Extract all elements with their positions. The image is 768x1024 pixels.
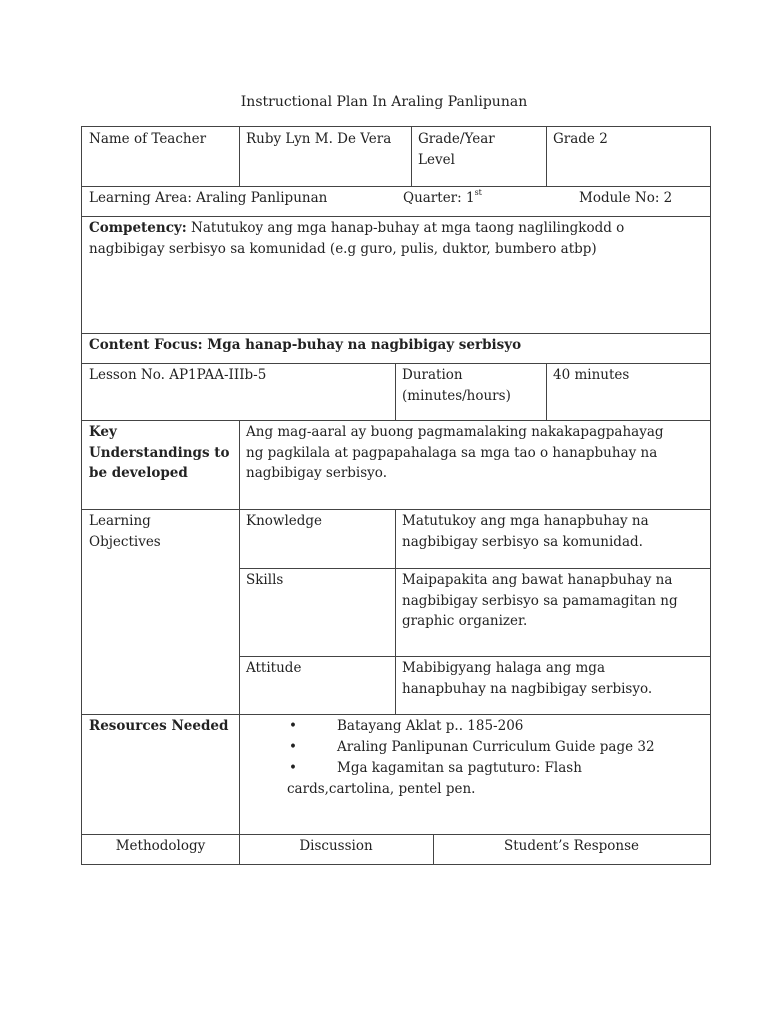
skills-label — [239, 568, 283, 591]
key-understandings-text — [239, 420, 710, 484]
bullet-icon: • — [289, 760, 297, 776]
duration-label — [395, 363, 546, 406]
resource-text: Mga kagamitan sa pagtuturo: Flash — [337, 760, 582, 776]
competency-text: nagbibigay serbisyo sa komunidad (e.g guro, pulis, duktor, bumbero atbp) — [89, 240, 597, 257]
duration-value — [546, 363, 710, 386]
attitude-line: Mabibigyang halaga ang mga — [402, 660, 605, 676]
grade-label-line: Grade/Year — [418, 131, 495, 147]
discussion-text: Discussion — [299, 838, 373, 854]
skills-line: graphic organizer. — [402, 613, 528, 629]
attitude-label-text: Attitude — [246, 660, 302, 676]
list-item — [289, 737, 710, 758]
key-label-line: Understandings to — [89, 444, 230, 461]
skills-line: Maipapakita ang bawat hanapbuhay na — [402, 572, 673, 588]
knowledge-text — [395, 509, 710, 552]
discussion-header — [239, 834, 433, 857]
learning-objectives-label — [82, 509, 239, 552]
attitude-line: hanapbuhay na nagbibigay serbisyo. — [402, 680, 653, 697]
learning-area — [82, 186, 327, 209]
attitude-label — [239, 656, 301, 679]
competency-label: Competency: — [89, 220, 187, 236]
knowledge-line: Matutukoy ang mga hanapbuhay na — [402, 513, 649, 529]
knowledge-line: nagbibigay serbisyo sa komunidad. — [402, 533, 643, 550]
duration-label-line: (minutes/hours) — [402, 387, 511, 404]
module-text: Module No: 2 — [579, 190, 673, 206]
resources-list-cell — [239, 714, 710, 800]
quarter-superscript: st — [474, 188, 482, 197]
duration-label-line: Duration — [402, 367, 463, 383]
key-label-line: be developed — [89, 465, 188, 481]
teacher-label-text: Name of Teacher — [89, 131, 207, 147]
teacher-value-text: Ruby Lyn M. De Vera — [246, 131, 392, 147]
list-item — [289, 758, 710, 779]
grade-label-line: Level — [418, 151, 455, 168]
resource-text: Araling Panlipunan Curriculum Guide page 32 — [337, 739, 655, 755]
objectives-label-line: Objectives — [89, 533, 161, 550]
learning-area-text: Learning Area: Araling Panlipunan — [89, 190, 328, 206]
objectives-label-line: Learning — [89, 513, 151, 529]
list-item — [289, 716, 710, 737]
quarter-text: Quarter: 1 — [403, 190, 475, 206]
knowledge-label — [239, 509, 322, 532]
teacher-value — [239, 127, 411, 150]
duration-value-text: 40 minutes — [553, 367, 630, 383]
resources-label — [82, 714, 239, 737]
skills-line: nagbibigay serbisyo sa pamamagitan ng — [402, 592, 678, 609]
attitude-text — [395, 656, 710, 699]
knowledge-label-text: Knowledge — [246, 513, 323, 529]
student-response-header — [433, 834, 710, 857]
skills-label-text: Skills — [246, 572, 284, 588]
key-label-line: Key — [89, 424, 117, 440]
grade-label — [411, 127, 546, 170]
key-text-line: Ang mag-aaral ay buong pagmamalaking nakakapagpahayag — [246, 424, 664, 440]
grade-value — [546, 127, 710, 150]
resource-text: Batayang Aklat p.. 185-206 — [337, 718, 524, 734]
competency — [82, 216, 710, 259]
bullet-icon: • — [289, 739, 297, 755]
page-title: Instructional Plan In Araling Panlipunan — [240, 94, 528, 110]
module — [572, 186, 672, 209]
content-focus-text: Content Focus: Mga hanap-buhay na nagbibigay serbisyo — [89, 337, 522, 353]
resources-list — [289, 716, 710, 779]
bullet-icon: • — [289, 718, 297, 734]
skills-text — [395, 568, 710, 632]
lesson-number-text: Lesson No. AP1PAA-IIIb-5 — [89, 367, 267, 383]
teacher-label — [82, 127, 239, 150]
grade-value-text: Grade 2 — [553, 131, 608, 147]
methodology-header — [82, 834, 239, 857]
student-response-text: Student’s Response — [503, 838, 640, 854]
key-text-line: nagbibigay serbisyo. — [246, 465, 387, 481]
methodology-text: Methodology — [115, 838, 206, 854]
competency-text: Natutukoy ang mga hanap-buhay at mga taong naglilingkodd o — [191, 220, 625, 236]
key-understandings-label — [82, 420, 239, 484]
quarter — [396, 186, 482, 209]
resource-text-continued: cards,cartolina, pentel pen. — [287, 781, 476, 797]
resources-label-text: Resources Needed — [89, 718, 229, 734]
lesson-number — [82, 363, 395, 386]
content-focus — [82, 333, 710, 356]
instructional-plan-table — [81, 126, 711, 865]
key-text-line: ng pagkilala at pagpapahalaga sa mga tao o hanapbuhay na — [246, 444, 658, 461]
